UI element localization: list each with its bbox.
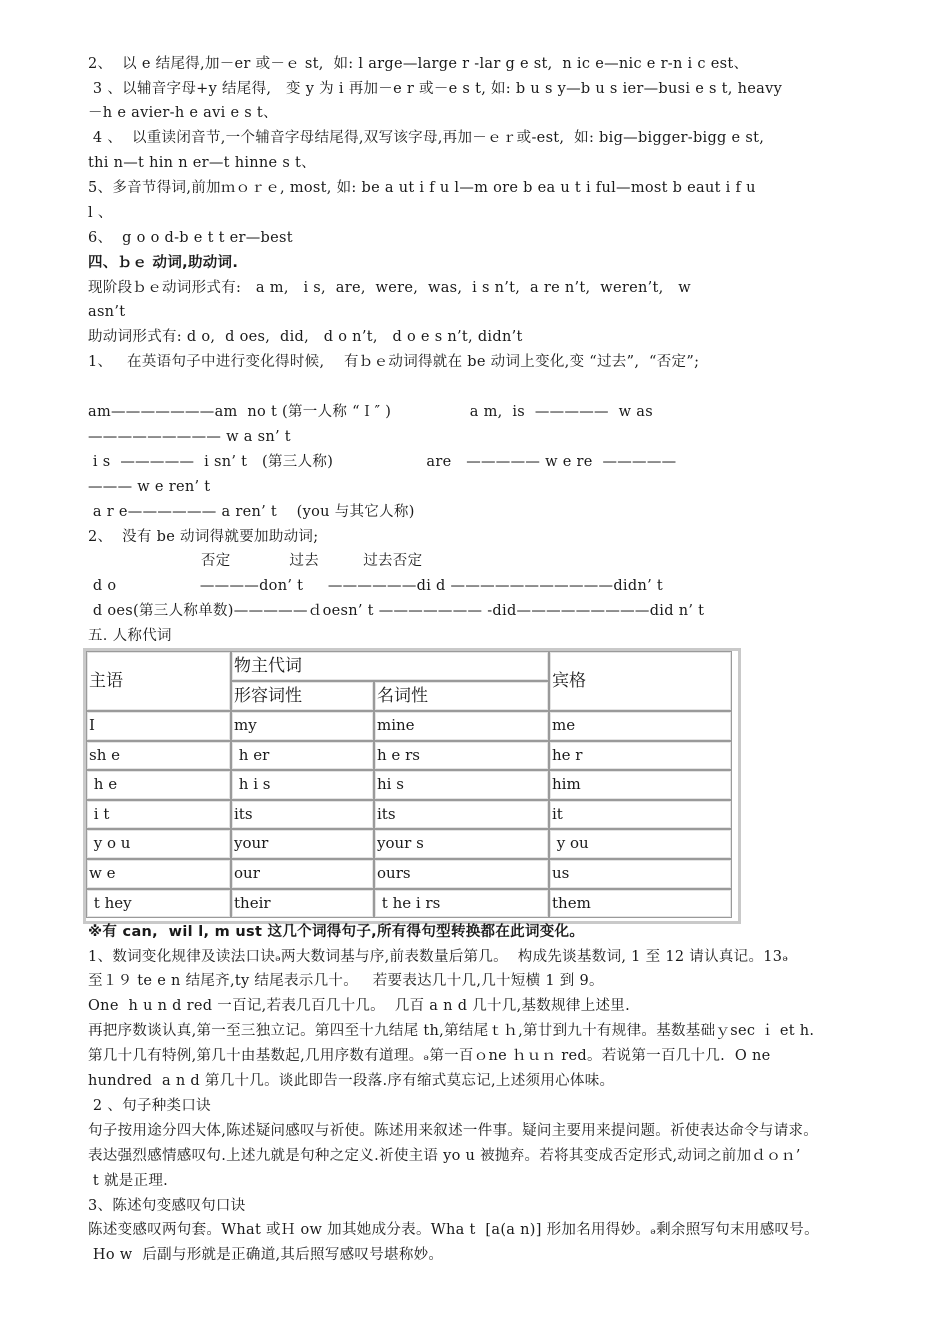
table-row-7-object-cell: them bbox=[549, 889, 732, 919]
rule-multisyllable: 5、多音节得词,前加ｍｏｒｅ, most, 如: be a ut i f u l—m ore b ea u t i ful—most b eaut i f u bbox=[88, 180, 756, 196]
does-row: d oes(第三人称单数)—————ｄoesn’ t ——————— -did—————————did n’ t bbox=[88, 603, 705, 619]
section-heading-be-verbs: 四、ｂｅ 动词,助动词. bbox=[88, 255, 239, 271]
table-row-6-noun-possessive-cell: ours bbox=[374, 859, 549, 889]
numeral-rhyme-3: One h u n d red 一百记,若表几百几十几。 几百 a n d 几十几,基数规律上述里. bbox=[88, 998, 631, 1014]
table-row-3-subject-cell: h e bbox=[86, 770, 231, 800]
table-row-4-noun-possessive-cell: its bbox=[374, 800, 549, 830]
table-row-2-adjective-possessive-cell: h er bbox=[231, 741, 374, 771]
header-subject: 主语 bbox=[86, 651, 231, 711]
numeral-rhyme-4: 再把序数谈认真,第一至三独立记。第四至十九结尾 th,第结尾ｔｈ,第廿到九十有规律。基数基础ｙsec ｉ et h. bbox=[88, 1023, 815, 1039]
rule-consonant-y-cont: －h e avier-h e avi e s t、 bbox=[88, 105, 278, 121]
table-row-1-noun-possessive-cell: mine bbox=[374, 711, 549, 741]
numeral-rhyme-2: 至１９ te e n 结尾齐,ty 结尾表示几十。 若要表达几十几,几十短横 1 到 9。 bbox=[88, 973, 604, 989]
table-row-4-subject-cell: i t bbox=[86, 800, 231, 830]
be-change-rule: 1、 在英语句子中进行变化得时候, 有ｂｅ动词得就在 be 动词上变化,变 “过去”, “否定”; bbox=[88, 354, 700, 370]
rule-double-consonant-cont: thi n—t hin n er—t hinne s t、 bbox=[88, 155, 316, 171]
table-row-6-object-cell: us bbox=[549, 859, 732, 889]
table-row-5-adjective-possessive-cell: your bbox=[231, 829, 374, 859]
exclamation-rule-1: 陈述变感叹两句套。What 或Ｈ ow 加其她成分表。Wha t [a(a n)] 形加名用得妙。ₔ剩余照写句末用感叹号。 bbox=[88, 1222, 819, 1238]
aux-rule: 2、 没有 be 动词得就要加助动词; bbox=[88, 529, 319, 545]
numeral-rhyme-5: 第几十几有特例,第几十由基数起,几用序数有道理。ₔ第一百ｏne ｈｕｎ red。若说第一百几十几. O ne bbox=[88, 1048, 771, 1064]
sentence-types-2: 表达强烈感情感叹句.上述九就是句种之定义.祈使主语 yo u 被抛弃。若将其变成否定形式,动词之前加ｄｏｎ’ bbox=[88, 1148, 801, 1164]
exclamation-rule-2: Ho w 后副与形就是正确道,其后照写感叹号堪称妙。 bbox=[88, 1247, 444, 1263]
is-row-cont: ——— w e ren’ t bbox=[88, 479, 211, 495]
is-row: i s ————— i sn’ t (第三人称) are ————— w e re ————— bbox=[88, 454, 677, 470]
table-row-3-noun-possessive-cell: hi s bbox=[374, 770, 549, 800]
table-row-4-object-cell: it bbox=[549, 800, 732, 830]
sentence-types-heading: 2 、句子种类口诀 bbox=[88, 1098, 211, 1114]
table-row-4-adjective-possessive-cell: its bbox=[231, 800, 374, 830]
do-row: d o ————don’ t ——————di d ———————————didn’ t bbox=[88, 578, 664, 594]
table-row-2-subject-cell: sh e bbox=[86, 741, 231, 771]
table-row-1-subject-cell: I bbox=[86, 711, 231, 741]
rule-good: 6、 g o o d-b e t t er—best bbox=[88, 230, 293, 246]
table-row-2-object-cell: he r bbox=[549, 741, 732, 771]
rule-double-consonant: 4 、 以重读闭音节,一个辅音字母结尾得,双写该字母,再加－ｅｒ或-est, 如: big—bigger-bigg e st, bbox=[88, 130, 765, 146]
exclamation-heading: 3、陈述句变感叹句口诀 bbox=[88, 1198, 246, 1214]
pronoun-table bbox=[83, 648, 741, 924]
table-row-7-noun-possessive-cell: t he i rs bbox=[374, 889, 549, 919]
numeral-rhyme-6: hundred a n d 第几十几。谈此即告一段落.序有缩式莫忘记,上述须用心体味。 bbox=[88, 1073, 615, 1089]
table-row-6-subject-cell: w e bbox=[86, 859, 231, 889]
be-forms-line-cont: asn’t bbox=[88, 304, 126, 320]
table-row-5-subject-cell: y o u bbox=[86, 829, 231, 859]
table-row-3-adjective-possessive-cell: h i s bbox=[231, 770, 374, 800]
table-row-1-adjective-possessive-cell: my bbox=[231, 711, 374, 741]
table-row-5-noun-possessive-cell: your s bbox=[374, 829, 549, 859]
table-row-2-noun-possessive-cell: h e rs bbox=[374, 741, 549, 771]
aux-forms-line: 助动词形式有: d o, d oes, did, d o n’t, d o e s n’t, didn’t bbox=[88, 329, 523, 345]
table-row-3-object-cell: him bbox=[549, 770, 732, 800]
am-row-cont: ————————— w a sn’ t bbox=[88, 429, 291, 445]
rule-multisyllable-cont: l 、 bbox=[88, 205, 113, 221]
am-row: am———————am no t (第一人称 “Ｉ″ ) a m, is ————— w as bbox=[88, 404, 653, 420]
table-row-7-subject-cell: t hey bbox=[86, 889, 231, 919]
table-row-5-object-cell: y ou bbox=[549, 829, 732, 859]
numeral-rhyme-1: 1、数词变化规律及读法口诀ₔ两大数词基与序,前表数量后第几。 构成先谈基数词, 1 至 12 请认真记。13ₔ bbox=[88, 949, 789, 965]
are-row: a r e—————— a ren’ t (you 与其它人称) bbox=[88, 504, 415, 520]
sentence-types-1: 句子按用途分四大体,陈述疑问感叹与祈使。陈述用来叙述一件事。疑问主要用来提问题。祈使表达命令与请求。 bbox=[88, 1123, 819, 1139]
table-row-1-object-cell: me bbox=[549, 711, 732, 741]
rule-e-ending: 2、 以 e 结尾得,加－er 或－ｅ st, 如: l arge—large r -lar g e st, n ic e—nic e r-n i c est、 bbox=[88, 56, 749, 72]
header-adjective: 形容词性 bbox=[231, 681, 374, 711]
table-row-7-adjective-possessive-cell: their bbox=[231, 889, 374, 919]
header-noun: 名词性 bbox=[374, 681, 549, 711]
aux-column-headers: 否定 过去 过去否定 bbox=[88, 553, 423, 569]
rule-consonant-y: 3 、以辅音字母+y 结尾得, 变 y 为 i 再加－e r 或－e s t, 如: b u s y—b u s ier—busi e s t, heavy bbox=[88, 81, 783, 97]
be-forms-line: 现阶段ｂｅ动词形式有: a m, i s, are, were, was, i s n’t, a re n’t, weren’t, w bbox=[88, 280, 692, 296]
header-object: 宾格 bbox=[549, 651, 732, 711]
header-possessive: 物主代词 bbox=[231, 651, 549, 681]
table-row-6-adjective-possessive-cell: our bbox=[231, 859, 374, 889]
section-heading-pronouns: 五. 人称代词 bbox=[88, 628, 172, 644]
modal-verb-note: ※有 can, wil l, m ust 这几个词得句子,所有得句型转换都在此词变化。 bbox=[88, 924, 585, 940]
sentence-types-3: t 就是正理. bbox=[88, 1173, 169, 1189]
